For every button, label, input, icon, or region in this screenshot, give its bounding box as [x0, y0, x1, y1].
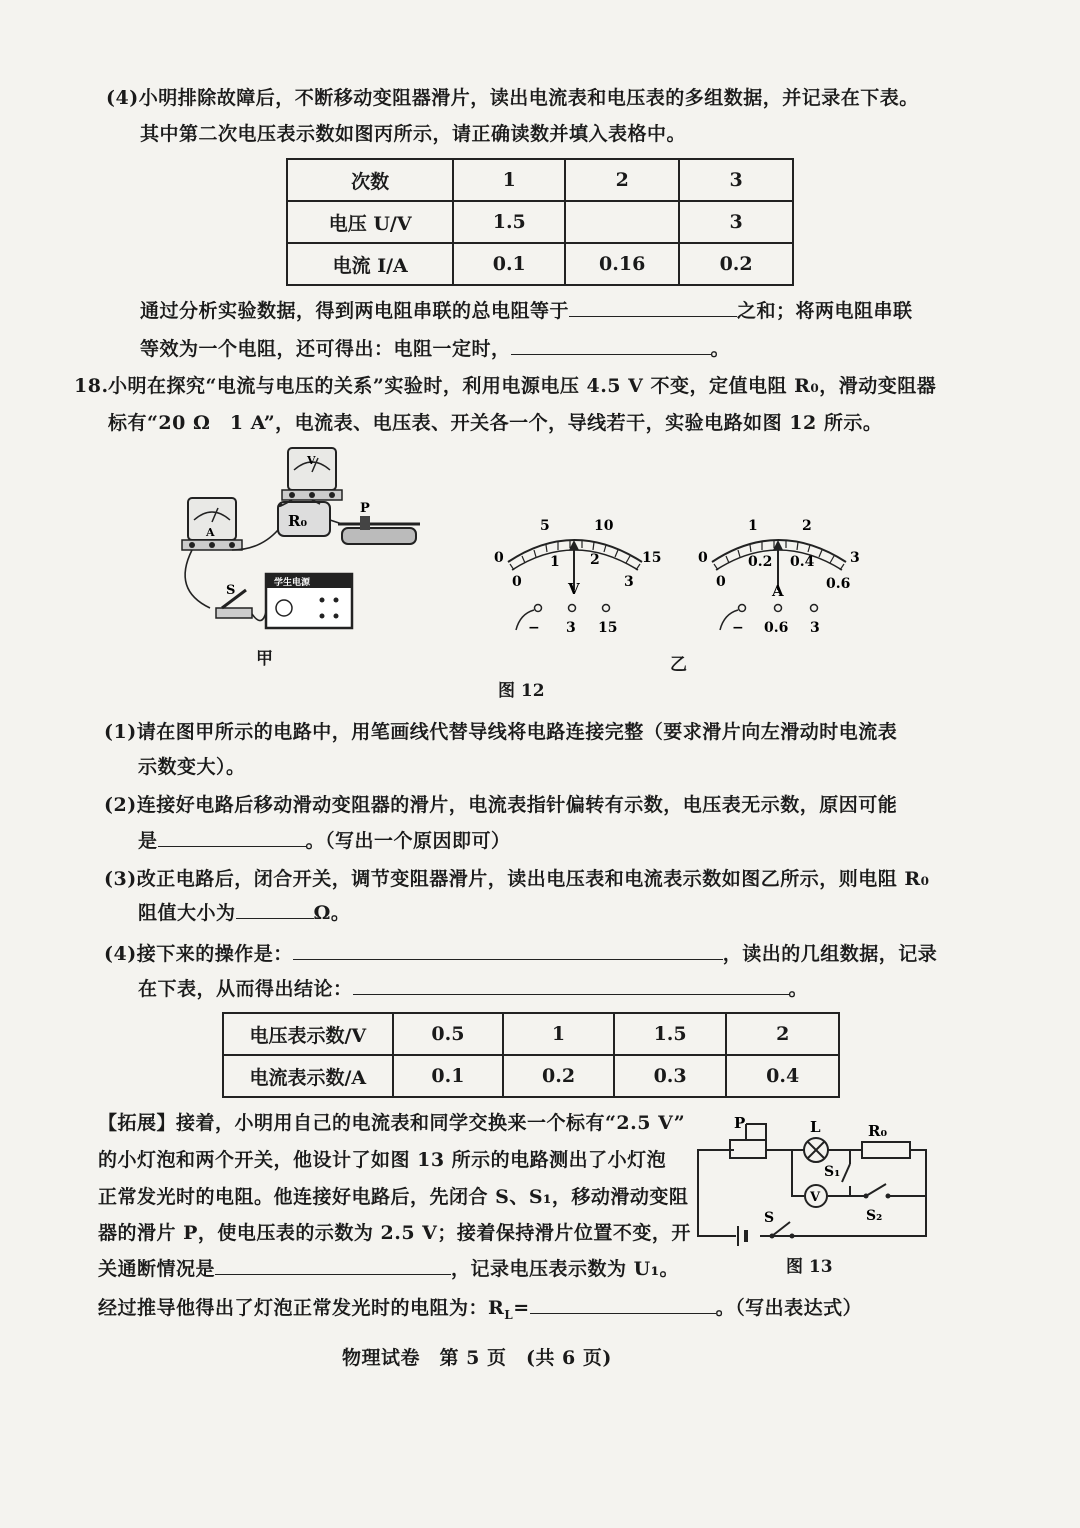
answer-blank[interactable]: [215, 1256, 451, 1275]
q17-4-analysis-line2: 等效为一个电阻，还可得出：电阻一定时， 。: [140, 338, 731, 360]
q18-data-table: [222, 1012, 840, 1098]
dial-tick-label: 0: [512, 574, 522, 590]
answer-blank[interactable]: [293, 941, 723, 960]
slider-label: P: [360, 501, 370, 516]
dial-tick-label: 10: [594, 518, 614, 534]
ext-line1: 【拓展】接着，小明用自己的电流表和同学交换来一个标有“2.5 V”: [98, 1112, 686, 1134]
dial-unit: A: [772, 582, 784, 600]
voltmeter-icon: [282, 448, 342, 500]
table-cell: 0.16: [565, 243, 679, 285]
fig13-label-v: V: [810, 1190, 821, 1205]
q18-1-line1: (1)请在图甲所示的电路中，用笔画线代替导线将电路连接完整（要求滑片向左滑动时电流表: [104, 721, 898, 743]
dial-unit: V: [568, 580, 580, 598]
voltmeter-label: V: [307, 454, 316, 467]
ammeter-dial: [690, 510, 870, 640]
dial-tick-label: 15: [642, 550, 662, 566]
table-cell: 0.3: [614, 1055, 727, 1097]
answer-blank[interactable]: [569, 298, 737, 317]
ammeter-label: A: [206, 526, 215, 539]
fig13-label-s: S: [764, 1210, 775, 1226]
dial-tick-label: 0: [698, 550, 708, 566]
switch-label: S: [226, 583, 236, 598]
table-cell: 0.1: [393, 1055, 504, 1097]
table-header-cell: 1: [453, 159, 565, 201]
table-header-cell: 次数: [287, 159, 453, 201]
ext-line4: 器的滑片 P，使电压表的示数为 2.5 V；接着保持滑片位置不变，开: [98, 1222, 691, 1244]
table-cell: 1: [503, 1013, 614, 1055]
q17-4-line1: (4)小明排除故障后，不断移动变阻器滑片，读出电流表和电压表的多组数据，并记录在下表。: [106, 87, 919, 109]
resistor-r0-icon: [278, 502, 330, 536]
q18-2-line1: (2)连接好电路后移动滑动变阻器的滑片，电流表指针偏转有示数，电压表无示数，原因可能: [104, 794, 898, 816]
terminal-label: 3: [810, 620, 820, 636]
rheostat-icon: [338, 501, 420, 544]
power-supply-icon: [266, 574, 352, 628]
table-cell: 1.5: [614, 1013, 727, 1055]
answer-blank[interactable]: [353, 976, 789, 995]
q18-3-line2: 阻值大小为 Ω。: [138, 902, 351, 924]
q18-3-line1: (3)改正电路后，闭合开关，调节变阻器滑片，读出电压表和电流表示数如图乙所示，则电阻 R₀: [104, 868, 930, 890]
q18-4-line1: (4)接下来的操作是： ，读出的几组数据，记录: [104, 943, 938, 965]
figure12-caption: 图 12: [498, 681, 545, 701]
table-cell: 1.5: [453, 201, 565, 243]
terminal-label: 15: [598, 620, 618, 636]
ext-line3: 正常发光时的电阻。他连接好电路后，先闭合 S、S₁，移动滑动变阻: [98, 1186, 689, 1208]
ext-line2: 的小灯泡和两个开关，他设计了如图 13 所示的电路测出了小灯泡: [98, 1149, 667, 1171]
dial-tick-label: 0.6: [826, 576, 851, 592]
terminal-label: −: [732, 620, 744, 636]
figure13-circuit: [690, 1112, 940, 1252]
label-jia: 甲: [256, 649, 273, 669]
switch-icon: [216, 583, 252, 618]
table-row-label: 电流表示数/A: [223, 1055, 393, 1097]
dial-tick-label: 1: [550, 554, 560, 570]
table-cell: 0.4: [726, 1055, 839, 1097]
dial-tick-label: 5: [540, 518, 550, 534]
supply-label: 学生电源: [274, 578, 311, 588]
answer-blank[interactable]: [530, 1295, 716, 1314]
figure13-caption: 图 13: [786, 1257, 833, 1277]
answer-blank[interactable]: [158, 828, 306, 847]
table-row-label: 电压表示数/V: [223, 1013, 393, 1055]
fig13-label-s2: S₂: [866, 1208, 883, 1224]
dial-tick-label: 2: [802, 518, 812, 534]
dial-tick-label: 0: [716, 574, 726, 590]
q18-line1: 小明在探究“电流与电压的关系”实验时，利用电源电压 4.5 V 不变，定值电阻 R₀，滑动变阻器: [108, 375, 937, 397]
r0-label: R₀: [288, 512, 308, 530]
dial-tick-label: 0.2: [748, 554, 773, 570]
figure12-jia-circuit: [170, 440, 430, 670]
q18-number: 18.: [74, 375, 109, 397]
fig13-label-s1: S₁: [824, 1164, 841, 1180]
table-cell: 0.2: [679, 243, 793, 285]
table-cell: 0.2: [503, 1055, 614, 1097]
ammeter-icon: [182, 498, 242, 550]
q18-4-line2: 在下表，从而得出结论： 。: [138, 978, 809, 1000]
fig13-label-r0: R₀: [868, 1122, 888, 1140]
dial-tick-label: 1: [748, 518, 758, 534]
terminal-label: 3: [566, 620, 576, 636]
ext-line6: 经过推导他得出了灯泡正常发光时的电阻为：$R_L=$ 。（写出表达式）: [98, 1297, 863, 1322]
dial-tick-label: 3: [850, 550, 860, 566]
voltmeter-dial: [486, 510, 666, 640]
table-cell: 0.1: [453, 243, 565, 285]
ext-line5: 关通断情况是 ，记录电压表示数为 U₁。: [98, 1258, 680, 1280]
table-cell: 3: [679, 201, 793, 243]
q18-2-line2: 是 。（写出一个原因即可）: [138, 830, 511, 852]
answer-blank[interactable]: [511, 336, 711, 355]
dial-tick-label: 0.4: [790, 554, 815, 570]
table-cell-blank[interactable]: [565, 201, 679, 243]
table-cell: 2: [726, 1013, 839, 1055]
table-row-label: 电流 I/A: [287, 243, 453, 285]
dial-tick-label: 2: [590, 552, 600, 568]
fig13-label-l: L: [810, 1118, 821, 1136]
q17-4-line2: 其中第二次电压表示数如图丙所示，请正确读数并填入表格中。: [140, 123, 687, 145]
q18-line2: 标有“20 Ω 1 A”，电流表、电压表、开关各一个，导线若干，实验电路如图 12 所示。: [108, 412, 883, 434]
fig13-label-p: P: [734, 1114, 746, 1132]
dial-tick-label: 0: [494, 550, 504, 566]
terminal-label: 0.6: [764, 620, 789, 636]
page-footer: 物理试卷 第 5 页 (共 6 页): [342, 1347, 612, 1369]
table-row-label: 电压 U/V: [287, 201, 453, 243]
table-cell: 0.5: [393, 1013, 504, 1055]
answer-blank[interactable]: [236, 900, 314, 919]
terminal-label: −: [528, 620, 540, 636]
label-yi: 乙: [670, 655, 687, 675]
table-header-cell: 2: [565, 159, 679, 201]
dial-tick-label: 3: [624, 574, 634, 590]
q18-1-line2: 示数变大）。: [138, 756, 246, 778]
table-header-cell: 3: [679, 159, 793, 201]
q17-data-table: [286, 158, 794, 286]
q17-4-analysis-line1: 通过分析实验数据，得到两电阻串联的总电阻等于 之和；将两电阻串联: [140, 300, 913, 322]
